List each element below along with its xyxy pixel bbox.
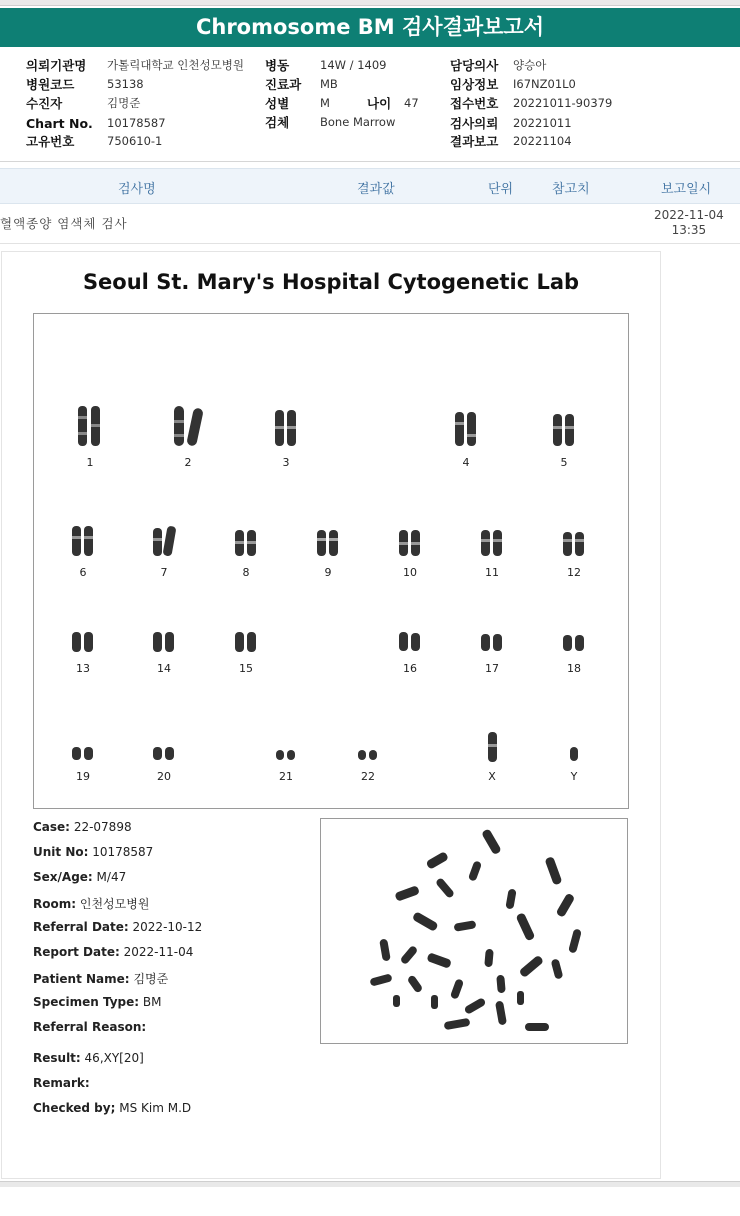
chromosome-7 [134,524,194,579]
chromosome-22 [338,746,398,783]
report-header-title: Chromosome BM 검사결과보고서 [0,8,740,47]
case-value: 22-07898 [73,820,132,834]
chromosome-label: 11 [485,566,499,579]
chromosome-label: 9 [324,566,332,579]
info-value: 47 [404,96,419,110]
chromosome-12 [544,530,604,579]
chromosome-17 [462,632,522,675]
sex-age-field: Sex/Age: M/47 [33,870,127,884]
chromosome-x [462,730,522,783]
info-label: 결과보고 [450,134,499,149]
results-table-header [0,168,740,204]
col-header-result: 결과값 [357,182,395,197]
chromosome-13 [53,630,113,675]
chromosome-14 [134,630,194,675]
chromosome-label: 16 [403,662,417,675]
table-row[interactable] [0,203,740,244]
info-label: 검체 [265,115,290,130]
chromosome-label: 12 [567,566,581,579]
test-name: 혈액종양 염색체 검사 [0,216,128,231]
cytogenetic-report [1,251,661,1179]
info-label: 검사의뢰 [450,116,499,131]
report-time: 13:35 [671,223,707,237]
chromosome-19 [53,744,113,783]
info-label: 병동 [265,58,290,73]
patient-name-field: Patient Name: 김명준 [33,972,169,986]
referral-date-value: 2022-10-12 [132,920,203,934]
chromosome-label: Y [570,770,578,783]
info-value: 20221104 [513,134,572,148]
chromosome-5 [534,412,594,469]
report-date-field: Report Date: 2022-11-04 [33,945,194,959]
info-value: 53138 [107,77,144,91]
report-date: 2022-11-04 [654,208,724,222]
checked-by-value: MS Kim M.D [119,1101,192,1115]
info-label: Chart No. [26,116,93,131]
specimen-type-field: Specimen Type: BM [33,995,162,1009]
info-value: 김명준 [107,96,141,110]
chromosome-label: 3 [282,456,290,469]
chromosome-label: 5 [560,456,568,469]
info-label: 수진자 [26,96,63,111]
info-value: 10178587 [107,116,166,130]
chromosome-9 [298,528,358,579]
info-value: 750610-1 [107,134,163,148]
karyotype-image [33,313,629,809]
chromosome-label: 6 [79,566,87,579]
info-label: 의뢰기관명 [26,58,87,73]
chromosome-label: 18 [567,662,581,675]
info-value: 양승아 [513,58,547,72]
info-label: 진료과 [265,77,302,92]
info-label: 고유번호 [26,134,75,149]
chromosome-16 [380,630,440,675]
top-border [0,0,740,6]
chromosome-8 [216,528,276,579]
info-label: 임상정보 [450,77,499,92]
col-header-date: 보고일시 [661,182,712,197]
info-label: 접수번호 [450,96,499,111]
info-label: 병원코드 [26,77,75,92]
chromosome-10 [380,528,440,579]
referral-date-field: Referral Date: 2022-10-12 [33,920,203,934]
chromosome-label: 14 [157,662,171,675]
info-value: Bone Marrow [320,115,396,129]
col-header-test: 검사명 [118,182,156,197]
chromosome-11 [462,528,522,579]
checked-by-field: Checked by; MS Kim M.D [33,1101,192,1115]
info-label: 담당의사 [450,58,499,73]
chromosome-1 [60,404,120,469]
report-date-value: 2022-11-04 [123,945,194,959]
sex-age-value: M/47 [96,870,127,884]
info-value: M [320,96,330,110]
chromosome-label: 1 [86,456,94,469]
chromosome-label: 10 [403,566,417,579]
result-value: 46,XY[20] [84,1051,144,1065]
unit-no-value: 10178587 [92,845,154,859]
chromosome-label: X [488,770,496,783]
referral-reason-field: Referral Reason: [33,1020,147,1034]
chromosome-6 [53,524,113,579]
chromosome-label: 17 [485,662,499,675]
chromosome-label: 4 [462,456,470,469]
remark-field: Remark: [33,1076,90,1090]
info-value: I67NZ01L0 [513,77,576,91]
specimen-type-value: BM [142,995,162,1009]
chromosome-label: 15 [239,662,253,675]
info-value: 가톨릭대학교 인천성모병원 [107,58,244,72]
divider [0,161,740,162]
bottom-border [0,1181,740,1187]
info-value: 20221011 [513,116,572,130]
case-field: Case: 22-07898 [33,820,132,834]
info-label: 성별 [265,96,290,111]
chromosome-label: 19 [76,770,90,783]
result-field: Result: 46,XY[20] [33,1051,144,1065]
chromosome-label: 2 [184,456,192,469]
chromosome-label: 7 [160,566,168,579]
room-field: Room: 인천성모병원 [33,897,150,911]
lab-title: Seoul St. Mary's Hospital Cytogenetic Lab [82,270,580,294]
chromosome-label: 13 [76,662,90,675]
chromosome-3 [256,408,316,469]
patient-name-value: 김명준 [133,972,169,986]
room-value: 인천성모병원 [79,897,150,911]
metaphase-image [320,818,628,1044]
chromosome-4 [436,410,496,469]
col-header-ref: 참고치 [552,182,590,197]
chromosome-21 [256,746,316,783]
info-label: 나이 [367,96,392,111]
info-value: 20221011-90379 [513,96,613,110]
info-value: 14W / 1409 [320,58,387,72]
chromosome-label: 8 [242,566,250,579]
chromosome-label: 20 [157,770,171,783]
chromosome-18 [544,632,604,675]
chromosome-label: 22 [361,770,375,783]
info-value: MB [320,77,338,91]
chromosome-2 [158,404,218,469]
chromosome-20 [134,744,194,783]
chromosome-y [544,744,604,783]
chromosome-label: 21 [279,770,293,783]
chromosome-15 [216,630,276,675]
col-header-unit: 단위 [488,182,514,197]
report-datetime [654,208,724,238]
unit-no-field: Unit No: 10178587 [33,845,154,859]
